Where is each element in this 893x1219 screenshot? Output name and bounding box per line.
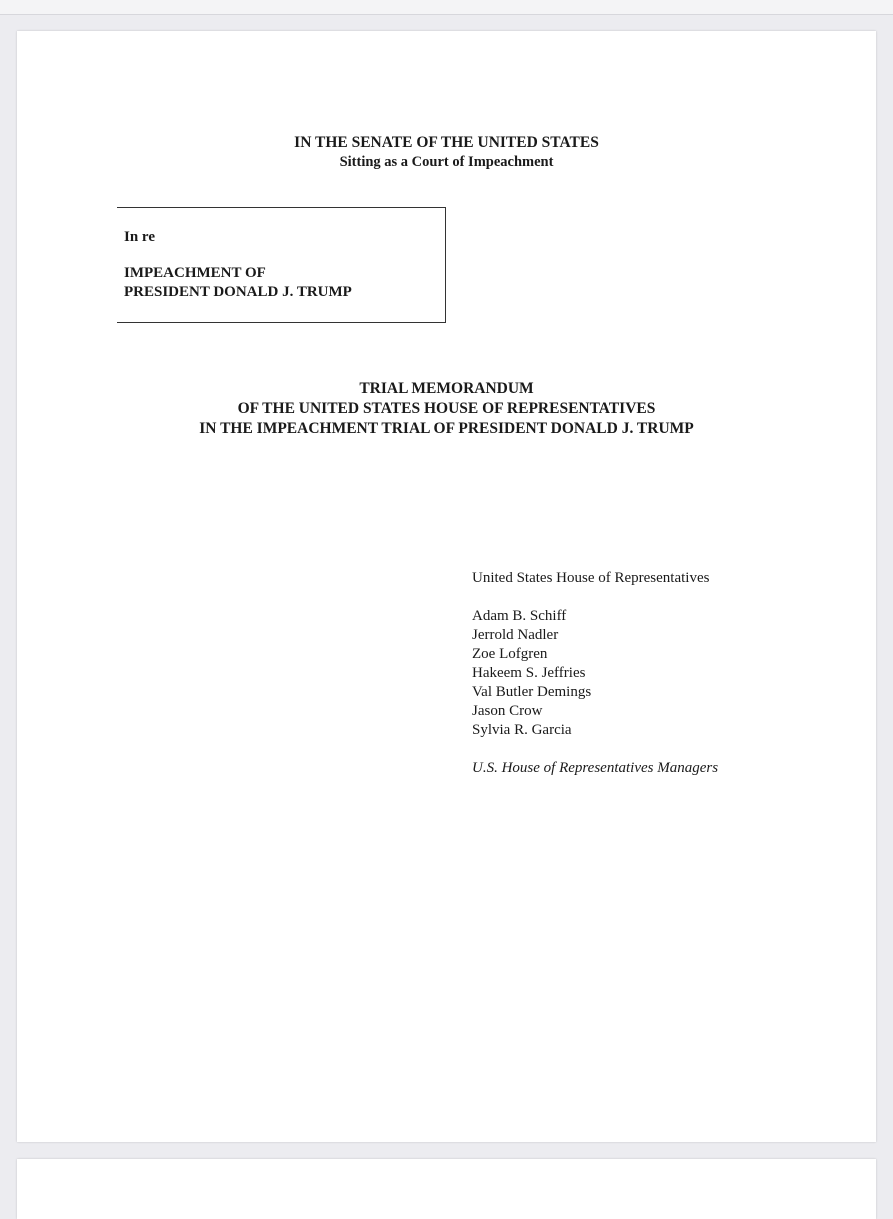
manager-name: Jason Crow [472,703,543,719]
manager-name: Zoe Lofgren [472,646,548,662]
court-heading-line1: IN THE SENATE OF THE UNITED STATES [294,134,599,151]
viewer-toolbar [0,0,893,15]
memorandum-title [17,379,876,439]
manager-name: Val Butler Demings [472,684,592,700]
in-re-label: In re [124,229,155,245]
manager-name: Adam B. Schiff [472,608,567,624]
memorandum-title-line1: TRIAL MEMORANDUM [359,380,534,397]
memorandum-title-line3: IN THE IMPEACHMENT TRIAL OF PRESIDENT DONALD J. TRUMP [199,420,694,437]
manager-name: Sylvia R. Garcia [472,722,572,738]
case-name [124,264,352,302]
manager-name: Jerrold Nadler [472,627,559,643]
document-page-2[interactable] [17,1159,876,1219]
manager-name: Hakeem S. Jeffries [472,665,586,681]
case-caption-box [117,207,446,323]
managers-role: U.S. House of Representatives Managers [472,760,719,776]
case-name-line2: PRESIDENT DONALD J. TRUMP [124,284,352,300]
court-heading [17,133,876,172]
house-name: United States House of Representatives [472,570,710,586]
court-heading-line2: Sitting as a Court of Impeachment [339,154,554,170]
memorandum-title-line2: OF THE UNITED STATES HOUSE OF REPRESENTATIVES [237,400,656,417]
signature-block [472,569,718,778]
document-page-1[interactable] [17,31,876,1142]
case-name-line1: IMPEACHMENT OF [124,265,266,281]
